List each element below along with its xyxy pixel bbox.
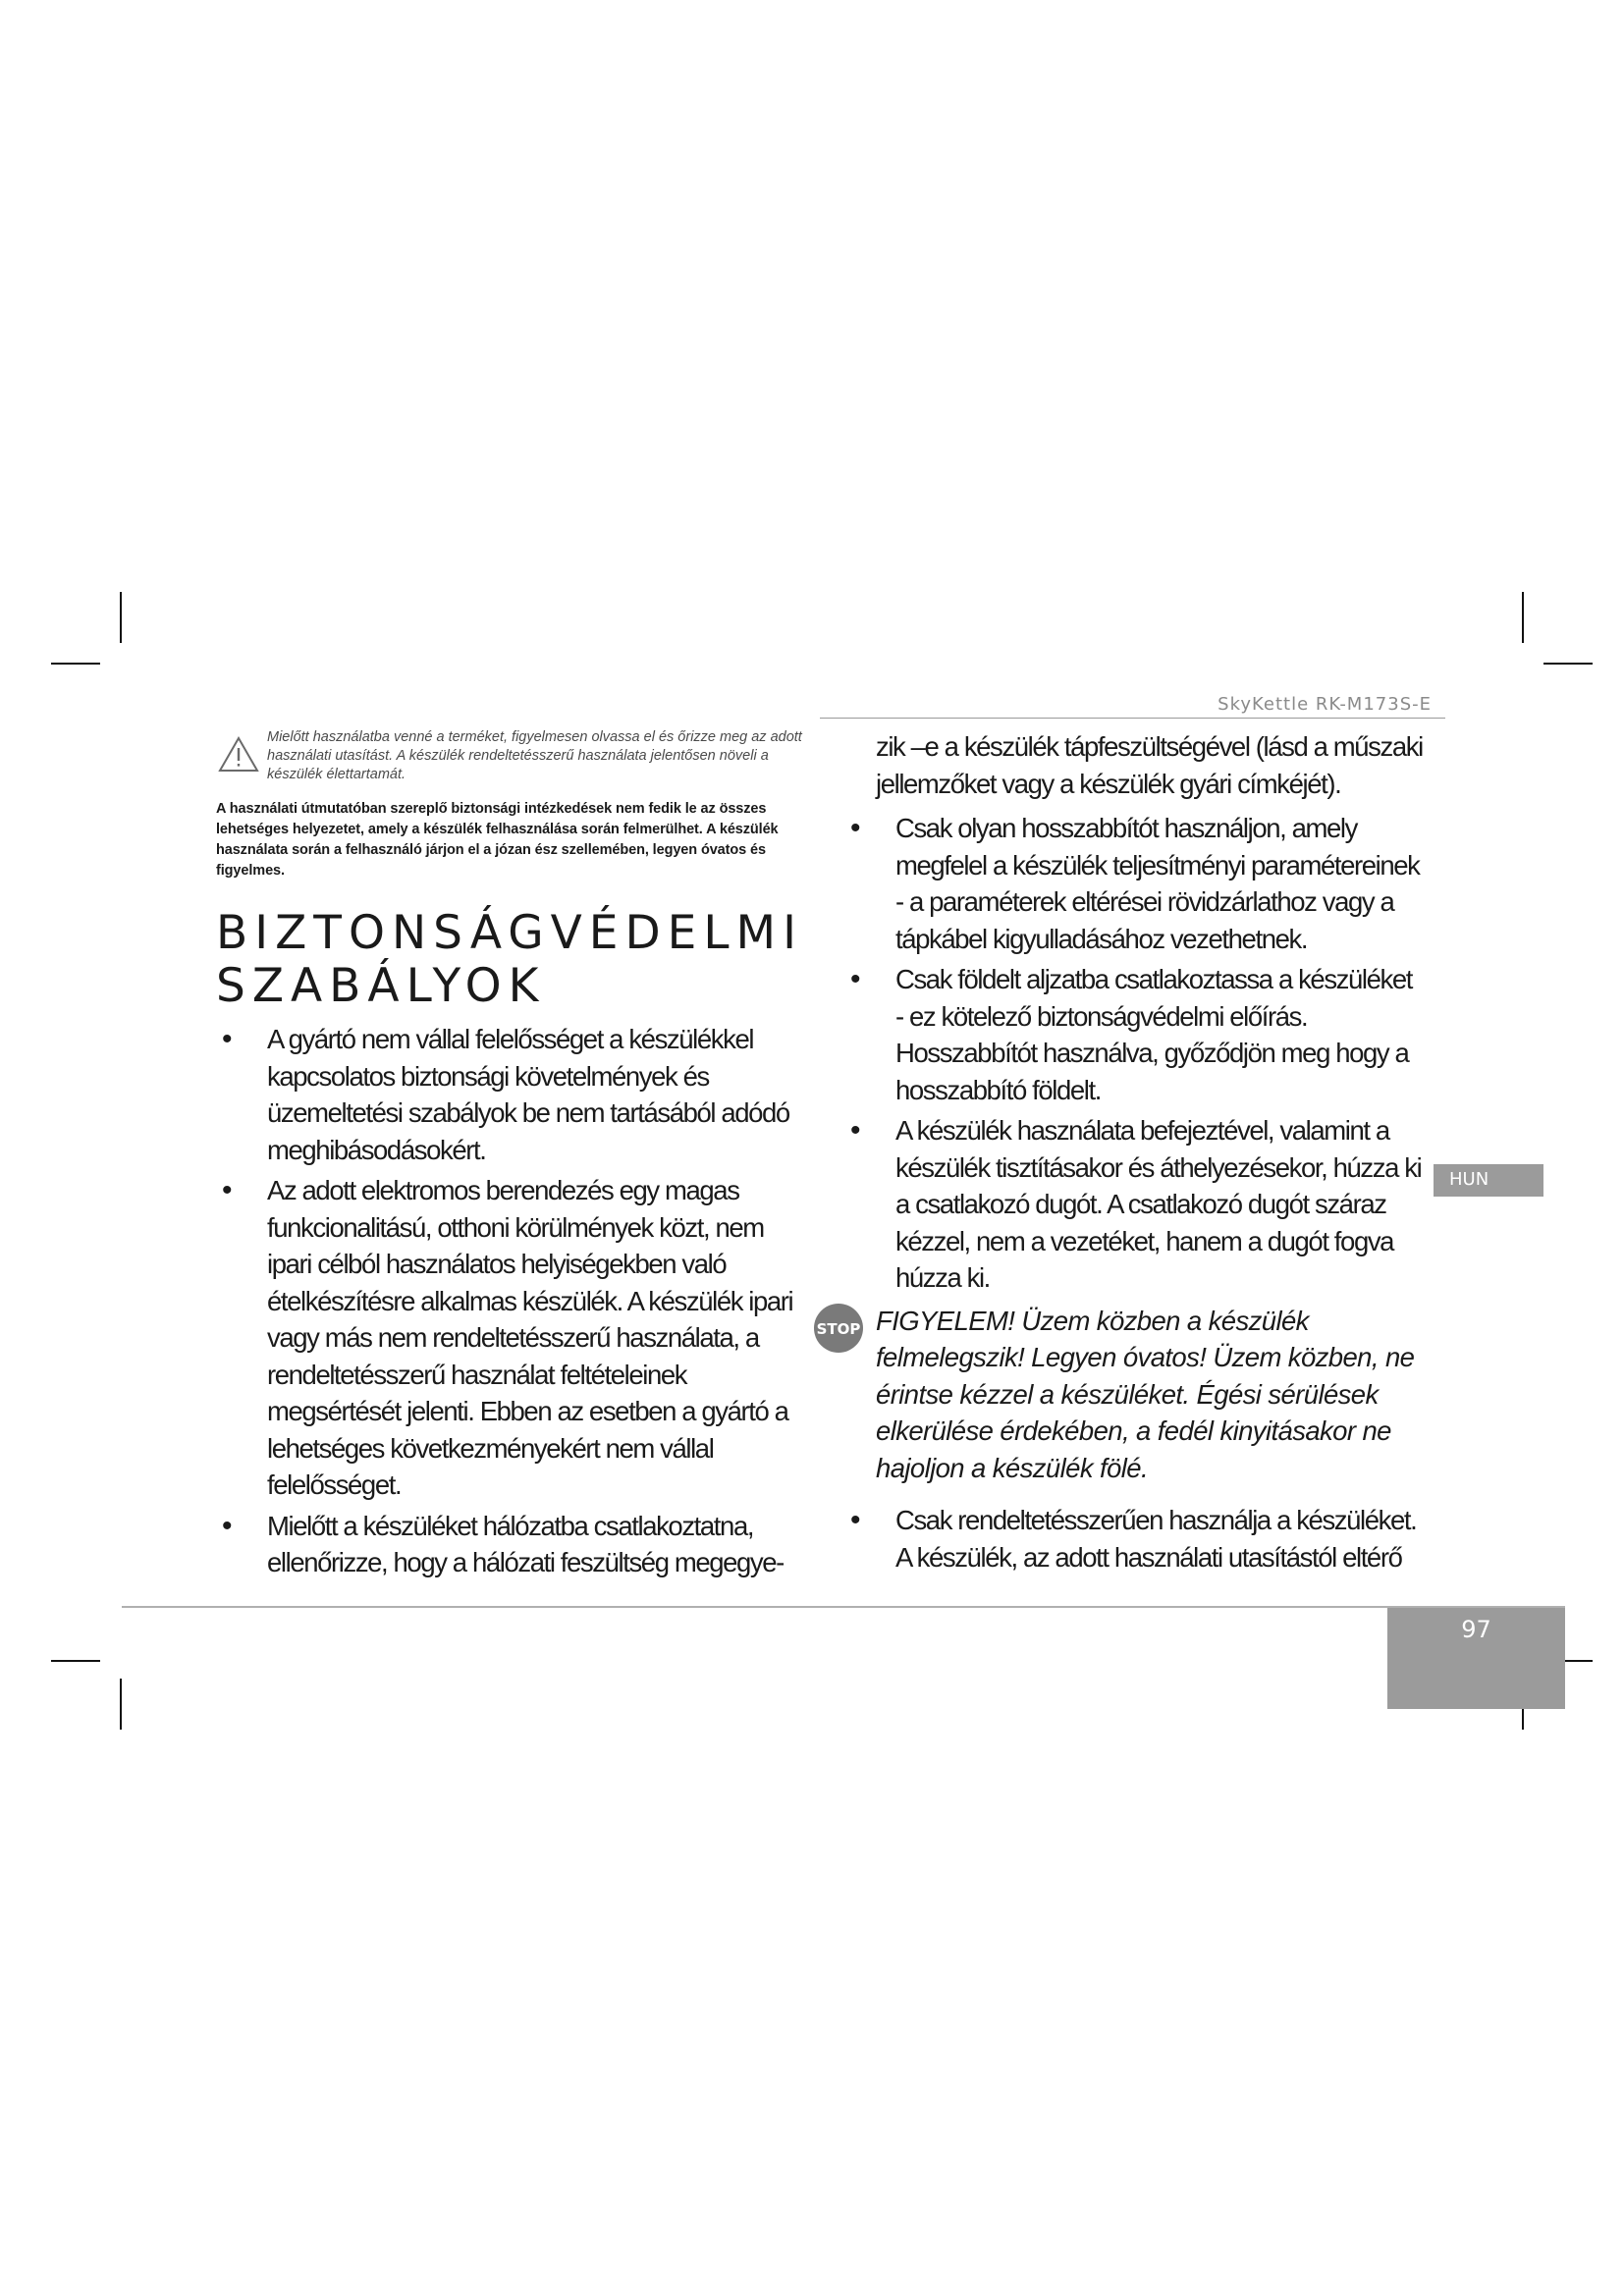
- crop-mark: [1522, 592, 1524, 643]
- page-number: 97: [1461, 1616, 1491, 1643]
- list-item: • Csak földelt aljzatba csatlakoztassa a készüléket - ez kötelező biztonságvédelmi előírás. Hosszabbítót használva, győződjön meg hogy a hosszabbító földelt.: [844, 961, 1424, 1108]
- language-tab: [1434, 1164, 1543, 1197]
- crop-mark: [51, 663, 100, 665]
- footer-divider: [122, 1606, 1565, 1608]
- warning-intro: [216, 728, 813, 787]
- list-item: • Csak olyan hosszabbítót használjon, amely megfelel a készülék teljesítményi paramétereinek - a paraméterek eltérései rövidzárlathoz vagy a tápkábel kigyulladásához vezethetnek.: [844, 810, 1424, 957]
- warning-triangle-icon: [218, 736, 259, 774]
- crop-mark: [51, 1660, 100, 1662]
- stop-label: STOP: [816, 1319, 861, 1338]
- section-heading: [216, 907, 813, 1013]
- header-divider: [820, 718, 1445, 719]
- list-item: • A készülék használata befejeztével, valamint a készülék tisztításakor és áthelyezésekor, húzza ki a csatlakozó dugót. A csatlakozó dugót száraz kézzel, nem a vezetéket, hanem a dugót fogva húzza ki.: [844, 1112, 1424, 1297]
- warning-intro-text: Mielőtt használatba venné a terméket, figyelmesen olvassa el és őrizze meg az adott használati utasítást. A készülék rendeltetésszerű használata jelentősen növeli a készülék élettartamát.: [267, 729, 802, 782]
- right-bullet-list: [844, 810, 1424, 1297]
- stop-warning-text: FIGYELEM! Üzem közben a készülék felmelegszik! Legyen óvatos! Üzem közben, ne érintse kézzel a készüléket. Égési sérülések elkerülése érdekében, a fedél kinyitásakor ne hajoljon a készülék fölé.: [876, 1305, 1415, 1483]
- heading-line-1: BIZTONSÁGVÉDELMI: [216, 906, 803, 960]
- list-item: • Az adott elektromos berendezés egy magas funkcionalitású, otthoni körülmények közt, nem ipari célból használatos helyiségekben való ételkészítésre alkalmas készülék. A készülék ipari vagy más nem rendeltetésszerű használata, a rendeltetésszerű használat feltételeinek megsértését jelenti. Ebben az esetben a gyártó a lehetséges következményekért nem vállal felelősséget.: [216, 1172, 813, 1504]
- list-item: • Mielőtt a készüléket hálózatba csatlakoztatna, ellenőrizze, hogy a hálózati feszültség megegye-: [216, 1508, 813, 1581]
- stop-warning: [816, 1303, 1424, 1487]
- continued-text: zik –e a készülék tápfeszültségével (lásd a műszaki jellemzőket vagy a készülék gyári címkéjét).: [876, 731, 1423, 799]
- page-number-box: [1387, 1608, 1565, 1709]
- left-column: [216, 728, 813, 1585]
- language-label: HUN: [1449, 1169, 1489, 1190]
- crop-mark: [1543, 663, 1593, 665]
- right-bullet-list-2: [844, 1502, 1424, 1575]
- list-item: • A gyártó nem vállal felelősséget a készülékkel kapcsolatos biztonsági követelmények és üzemeltetési szabályok be nem tartásából adódó meghibásodásokért.: [216, 1021, 813, 1168]
- safety-note: A használati útmutatóban szereplő biztonsági intézkedések nem fedik le az összes lehetséges helyezetet, amely a készülék felhasználása során felmerülhet. A készülék használata során a felhasználó járjon el a józan ész szellemében, legyen óvatos és figyelmes.: [216, 801, 779, 879]
- right-column: [816, 728, 1424, 1579]
- left-bullet-list: [216, 1021, 813, 1581]
- list-item: • Csak rendeltetésszerűen használja a készüléket. A készülék, az adott használati utasítástól eltérő: [844, 1502, 1424, 1575]
- heading-line-2: SZABÁLYOK: [216, 959, 546, 1013]
- stop-sign-icon: [813, 1303, 864, 1354]
- crop-mark: [120, 592, 122, 643]
- crop-mark: [120, 1679, 122, 1730]
- model-name: SkyKettle RK-M173S-E: [1218, 694, 1432, 715]
